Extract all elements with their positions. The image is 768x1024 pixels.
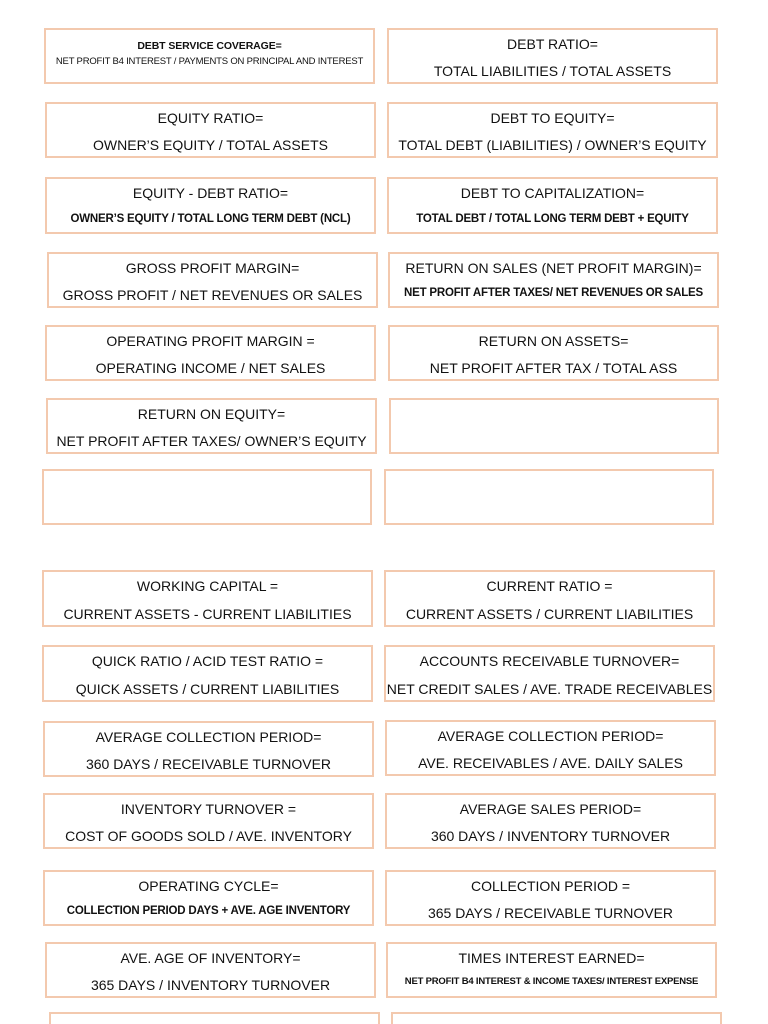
card-accounts-receivable-turnover	[384, 645, 715, 702]
card-formula: OWNER’S EQUITY / TOTAL ASSETS	[93, 137, 328, 153]
card-title: AVERAGE COLLECTION PERIOD=	[437, 728, 664, 744]
card-title: DEBT TO EQUITY=	[490, 110, 615, 126]
card-title: RETURN ON EQUITY=	[137, 406, 286, 422]
card-inventory-turnover	[43, 793, 374, 849]
card-title: OPERATING PROFIT MARGIN =	[106, 333, 315, 349]
card-debt-to-equity	[387, 102, 718, 158]
card-formula: NET PROFIT B4 INTEREST & INCOME TAXES/ INTEREST EXPENSE	[404, 976, 699, 987]
card-return-on-assets	[388, 325, 719, 381]
card-title: AVE. AGE OF INVENTORY=	[120, 950, 301, 966]
card-formula: NET PROFIT AFTER TAXES/ OWNER’S EQUITY	[56, 433, 367, 449]
card-return-on-equity	[46, 398, 377, 454]
card-title: INVENTORY TURNOVER =	[120, 801, 297, 817]
card-partial	[391, 1012, 722, 1024]
card-formula: 360 DAYS / INVENTORY TURNOVER	[430, 828, 671, 844]
card-current-ratio	[384, 570, 715, 627]
card-average-collection-period	[43, 721, 374, 777]
card-equity-debt-ratio	[45, 177, 376, 234]
card-return-on-sales	[388, 252, 719, 308]
card-title: AVERAGE COLLECTION PERIOD=	[95, 729, 322, 745]
card-debt-to-capitalization	[387, 177, 718, 234]
card-formula: TOTAL DEBT / TOTAL LONG TERM DEBT + EQUITY	[416, 213, 689, 225]
card-operating-profit-margin	[45, 325, 376, 381]
card-partial	[49, 1012, 380, 1024]
card-title: RETURN ON ASSETS=	[478, 333, 629, 349]
card-formula: NET PROFIT AFTER TAXES/ NET REVENUES OR SALES	[404, 287, 703, 299]
card-collection-period	[385, 870, 716, 926]
card-equity-ratio	[45, 102, 376, 158]
card-title: ACCOUNTS RECEIVABLE TURNOVER=	[419, 653, 680, 669]
card-quick-ratio	[42, 645, 373, 702]
card-title: OPERATING CYCLE=	[138, 878, 279, 894]
card-formula: NET PROFIT AFTER TAX / TOTAL ASS	[429, 360, 678, 376]
card-title: COLLECTION PERIOD =	[470, 878, 631, 894]
card-empty	[389, 398, 719, 454]
card-title: DEBT TO CAPITALIZATION=	[460, 185, 645, 201]
card-formula: 365 DAYS / INVENTORY TURNOVER	[90, 977, 331, 993]
card-average-sales-period	[385, 793, 716, 849]
card-title: RETURN ON SALES (NET PROFIT MARGIN)=	[405, 260, 702, 276]
card-formula: AVE. RECEIVABLES / AVE. DAILY SALES	[418, 755, 683, 771]
card-formula: TOTAL DEBT (LIABILITIES) / OWNER’S EQUITY	[398, 137, 707, 153]
card-formula: QUICK ASSETS / CURRENT LIABILITIES	[75, 681, 340, 697]
card-title: EQUITY RATIO=	[157, 110, 264, 126]
card-empty	[42, 469, 372, 525]
card-debt-ratio	[387, 28, 718, 84]
card-times-interest-earned	[386, 942, 717, 998]
card-formula: 360 DAYS / RECEIVABLE TURNOVER	[85, 756, 332, 772]
card-formula: 365 DAYS / RECEIVABLE TURNOVER	[427, 905, 674, 921]
card-formula: GROSS PROFIT / NET REVENUES OR SALES	[62, 287, 363, 303]
card-formula: TOTAL LIABILITIES / TOTAL ASSETS	[433, 63, 672, 79]
card-formula: CURRENT ASSETS / CURRENT LIABILITIES	[405, 606, 694, 622]
card-title: TIMES INTEREST EARNED=	[458, 950, 645, 966]
card-formula: NET CREDIT SALES / AVE. TRADE RECEIVABLES	[386, 681, 713, 697]
card-average-collection-period-alt	[385, 720, 716, 776]
card-title: QUICK RATIO / ACID TEST RATIO =	[91, 653, 324, 669]
card-formula: OPERATING INCOME / NET SALES	[95, 360, 326, 376]
card-empty	[384, 469, 714, 525]
card-title: EQUITY - DEBT RATIO=	[132, 185, 289, 201]
card-debt-service-coverage	[44, 28, 375, 84]
card-working-capital	[42, 570, 373, 627]
card-ave-age-of-inventory	[45, 942, 376, 998]
card-formula: CURRENT ASSETS - CURRENT LIABILITIES	[63, 606, 352, 622]
card-title: GROSS PROFIT MARGIN=	[125, 260, 300, 276]
card-formula: NET PROFIT B4 INTEREST / PAYMENTS ON PRINCIPAL AND INTEREST	[55, 56, 364, 67]
card-formula: COLLECTION PERIOD DAYS + AVE. AGE INVENTORY	[66, 905, 351, 917]
card-title: WORKING CAPITAL =	[136, 578, 279, 594]
card-operating-cycle	[43, 870, 374, 926]
card-title: DEBT SERVICE COVERAGE=	[137, 40, 282, 52]
card-formula: COST OF GOODS SOLD / AVE. INVENTORY	[65, 828, 352, 844]
card-title: CURRENT RATIO =	[486, 578, 613, 594]
card-gross-profit-margin	[47, 252, 378, 308]
card-title: DEBT RATIO=	[507, 36, 598, 52]
card-formula: OWNER’S EQUITY / TOTAL LONG TERM DEBT (NCL)	[70, 213, 351, 225]
card-title: AVERAGE SALES PERIOD=	[459, 801, 642, 817]
